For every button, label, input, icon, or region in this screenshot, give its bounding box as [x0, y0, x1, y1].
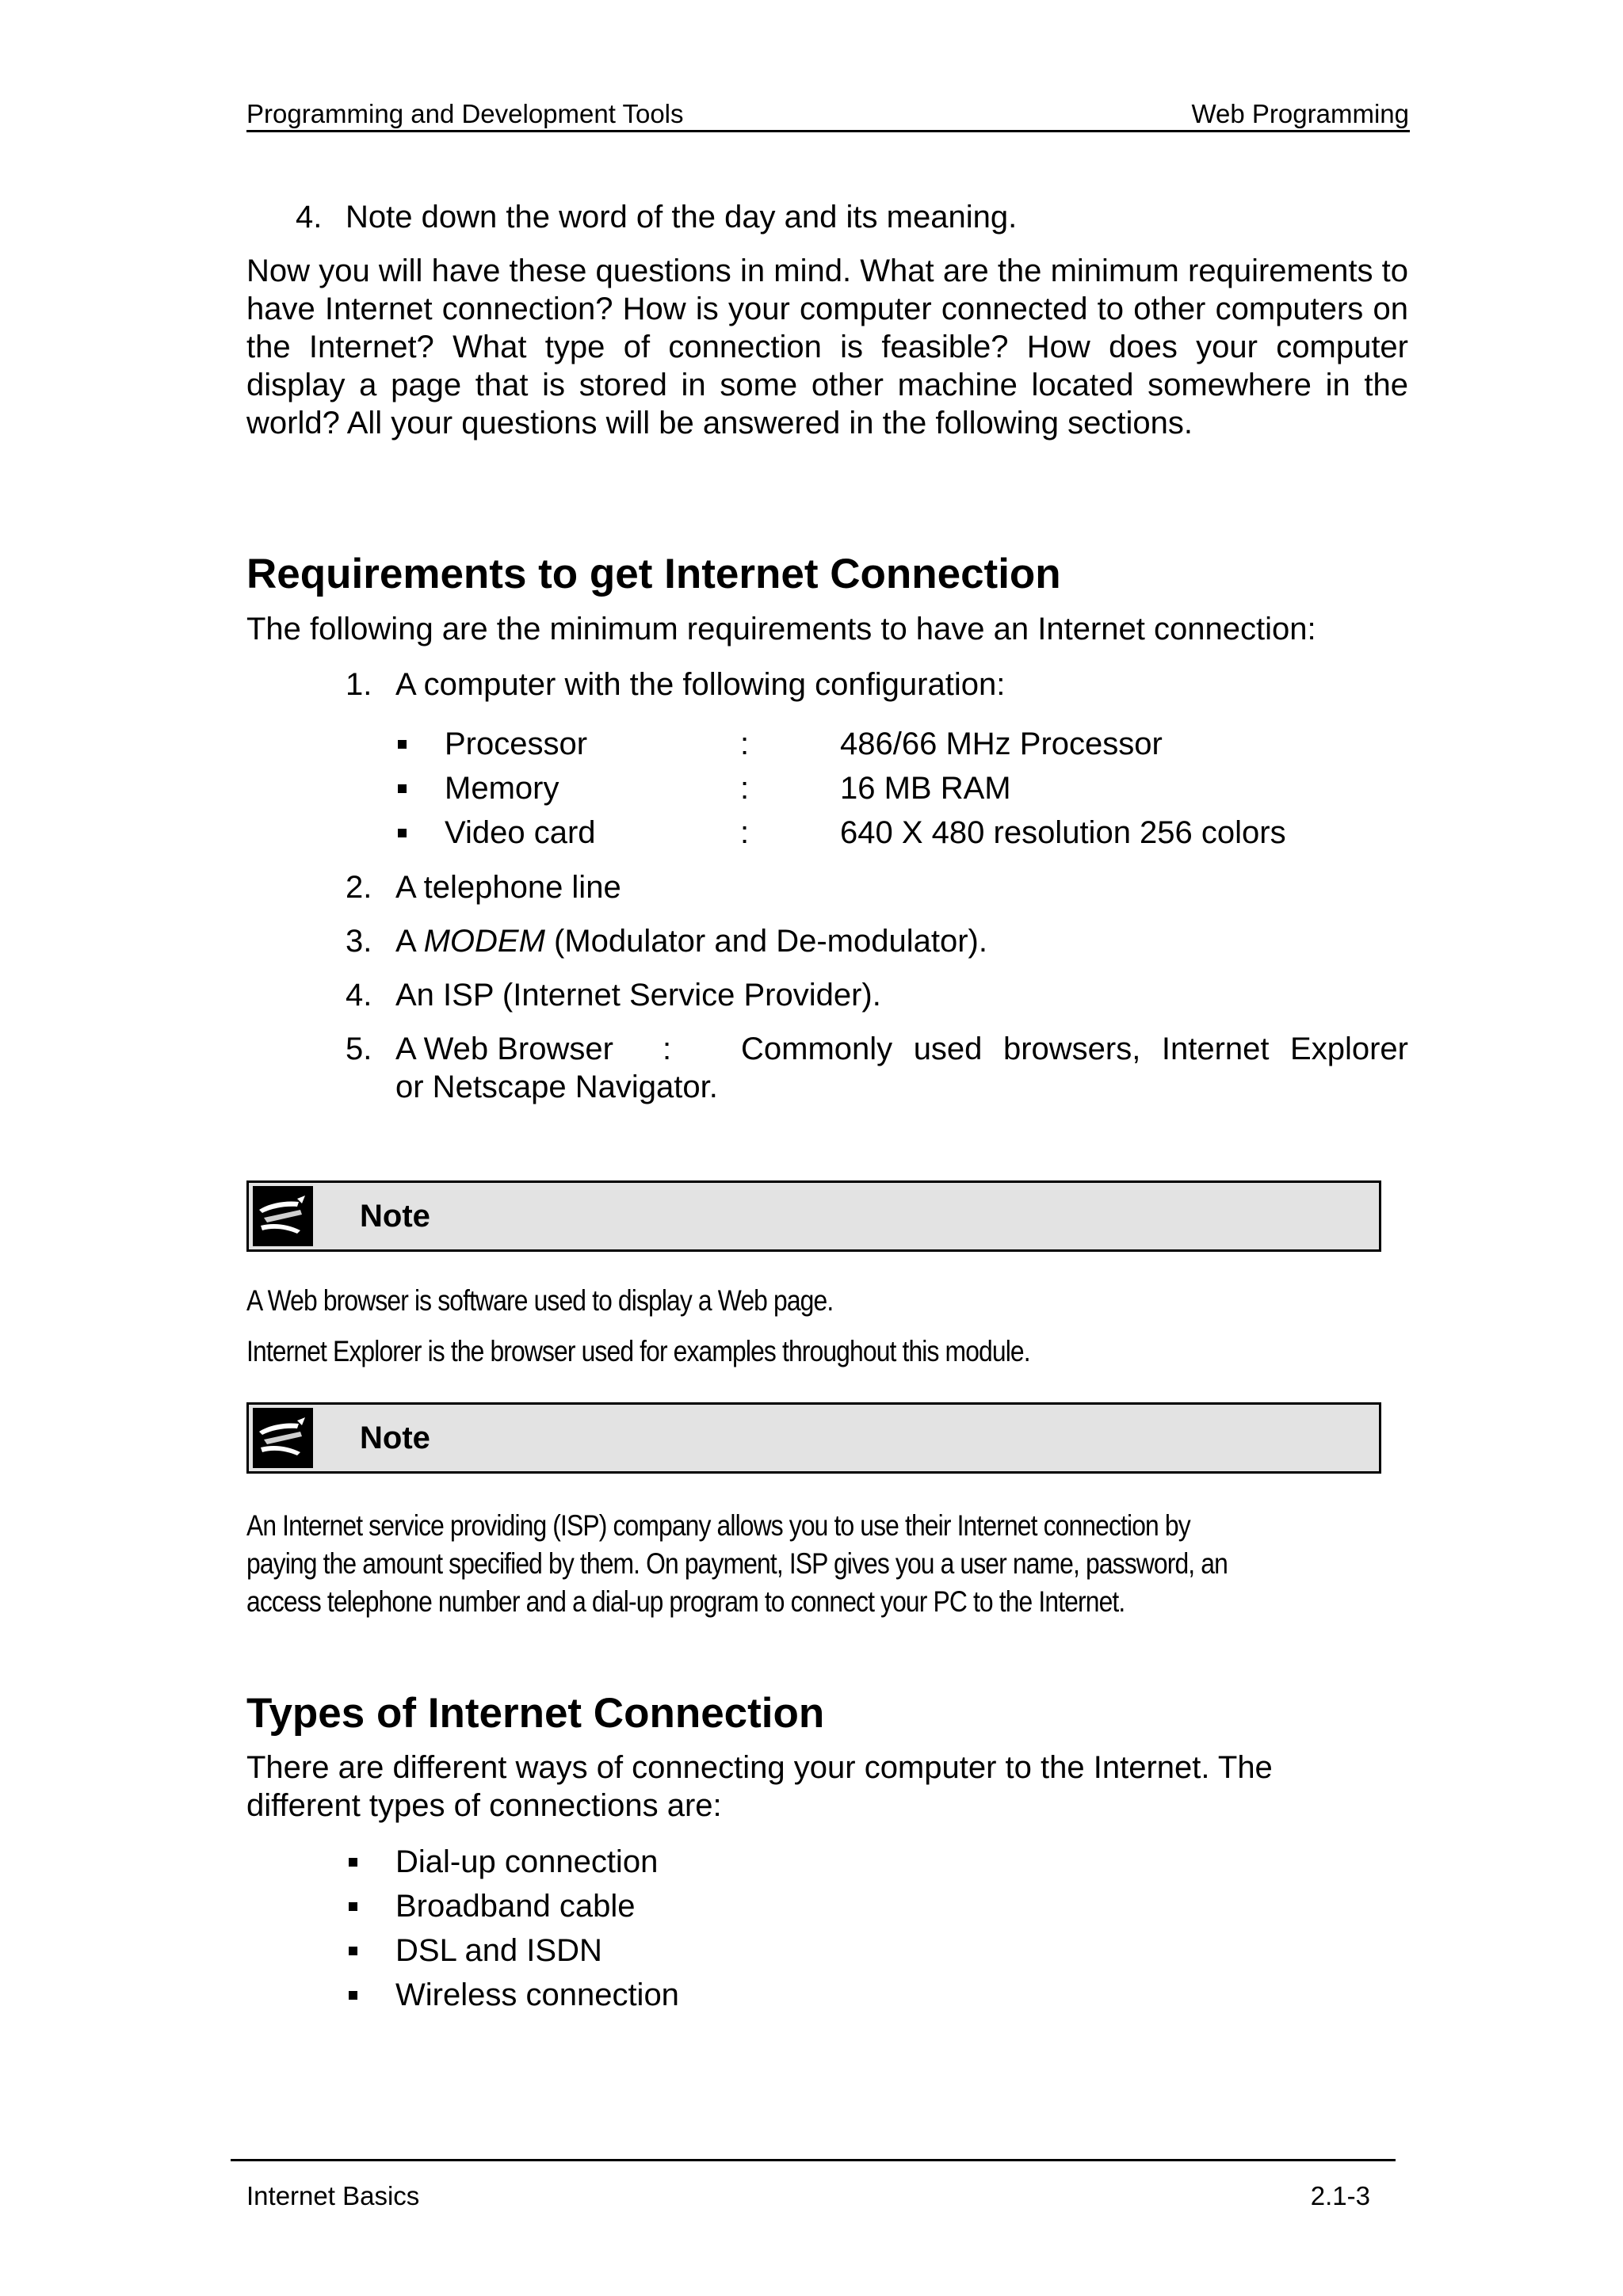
requirement-text: A telephone line: [395, 870, 621, 905]
note-line: A Web browser is software used to display a Web page.: [246, 1284, 834, 1317]
note-pencil-icon: [253, 1186, 313, 1246]
note-line: access telephone number and a dial-up program to connect your PC to the Internet.: [246, 1585, 1125, 1618]
config-name: Memory: [445, 771, 559, 806]
bullet-icon: [398, 829, 407, 837]
note-pencil-icon-graphic: [253, 1408, 313, 1468]
connection-type: DSL and ISDN: [395, 1933, 602, 1968]
bullet-icon: [349, 1902, 357, 1911]
note-pencil-icon: [253, 1408, 313, 1468]
browser-separator: :: [663, 1032, 672, 1066]
types-lead-line: different types of connections are:: [246, 1788, 722, 1823]
browser-value: Commonly used browsers, Internet Explorer: [741, 1032, 1408, 1066]
header-right: Web Programming: [1191, 99, 1409, 128]
config-value: 640 X 480 resolution 256 colors: [840, 815, 1286, 850]
footer-left: Internet Basics: [246, 2181, 420, 2210]
footer-rule: [231, 2159, 1396, 2161]
config-separator: :: [740, 771, 750, 806]
config-separator: :: [740, 727, 750, 761]
modem-emphasis: MODEM: [423, 924, 545, 959]
requirement-number: 3.: [346, 924, 372, 959]
connection-type: Dial-up connection: [395, 1844, 659, 1879]
bullet-icon: [349, 1947, 357, 1955]
requirement-text: An ISP (Internet Service Provider).: [395, 978, 881, 1013]
requirement-text: [395, 922, 987, 960]
requirement-text: A computer with the following configuration:: [395, 667, 1006, 702]
requirements-lead: The following are the minimum requirements to have an Internet connection:: [246, 612, 1316, 646]
connection-type: Wireless connection: [395, 1978, 679, 2012]
note-label: Note: [360, 1199, 430, 1234]
intro-item-number: 4.: [296, 200, 323, 235]
config-name: Processor: [445, 727, 588, 761]
header-left: Programming and Development Tools: [246, 99, 684, 128]
requirement-number: 2.: [346, 870, 372, 905]
requirement-number: 1.: [346, 667, 372, 702]
footer-page-number: 2.1-3: [1310, 2181, 1370, 2210]
note-pencil-icon-graphic: [253, 1186, 313, 1246]
requirement-text-post: (Modulator and De-modulator).: [544, 924, 987, 959]
connection-type: Broadband cable: [395, 1889, 636, 1924]
note-line: paying the amount specified by them. On payment, ISP gives you a user name, password, an: [246, 1547, 1228, 1580]
bullet-icon: [398, 740, 407, 749]
config-name: Video card: [445, 815, 596, 850]
note-box: [246, 1180, 1381, 1252]
requirement-text-pre: A: [395, 924, 424, 959]
types-heading: Types of Internet Connection: [246, 1690, 825, 1737]
requirements-heading: Requirements to get Internet Connection: [246, 551, 1061, 597]
intro-item-text: Note down the word of the day and its meaning.: [346, 200, 1018, 235]
config-value: 16 MB RAM: [840, 771, 1011, 806]
bullet-icon: [398, 784, 407, 793]
note-label: Note: [360, 1421, 430, 1455]
note-box: [246, 1402, 1381, 1474]
note-line: An Internet service providing (ISP) company allows you to use their Internet connection by: [246, 1509, 1190, 1542]
header-rule: [246, 130, 1410, 132]
intro-paragraph: Now you will have these questions in mind. What are the minimum requirements to have Internet connection? How is your computer connected to other computers on the Internet? What type of connection is feasible? How does your computer display a page that is stored in some other machine located somewhere in the world? All your questions will be answered in the following sections.: [246, 254, 1408, 441]
config-separator: :: [740, 815, 750, 850]
note-line: Internet Explorer is the browser used for examples throughout this module.: [246, 1335, 1030, 1367]
config-value: 486/66 MHz Processor: [840, 727, 1163, 761]
requirement-number: 4.: [346, 978, 372, 1013]
browser-value-continued: or Netscape Navigator.: [395, 1070, 718, 1104]
types-lead-line: There are different ways of connecting your computer to the Internet. The: [246, 1750, 1273, 1785]
bullet-icon: [349, 1858, 357, 1867]
browser-label: A Web Browser: [395, 1032, 613, 1066]
requirement-number: 5.: [346, 1032, 372, 1066]
bullet-icon: [349, 1991, 357, 2000]
